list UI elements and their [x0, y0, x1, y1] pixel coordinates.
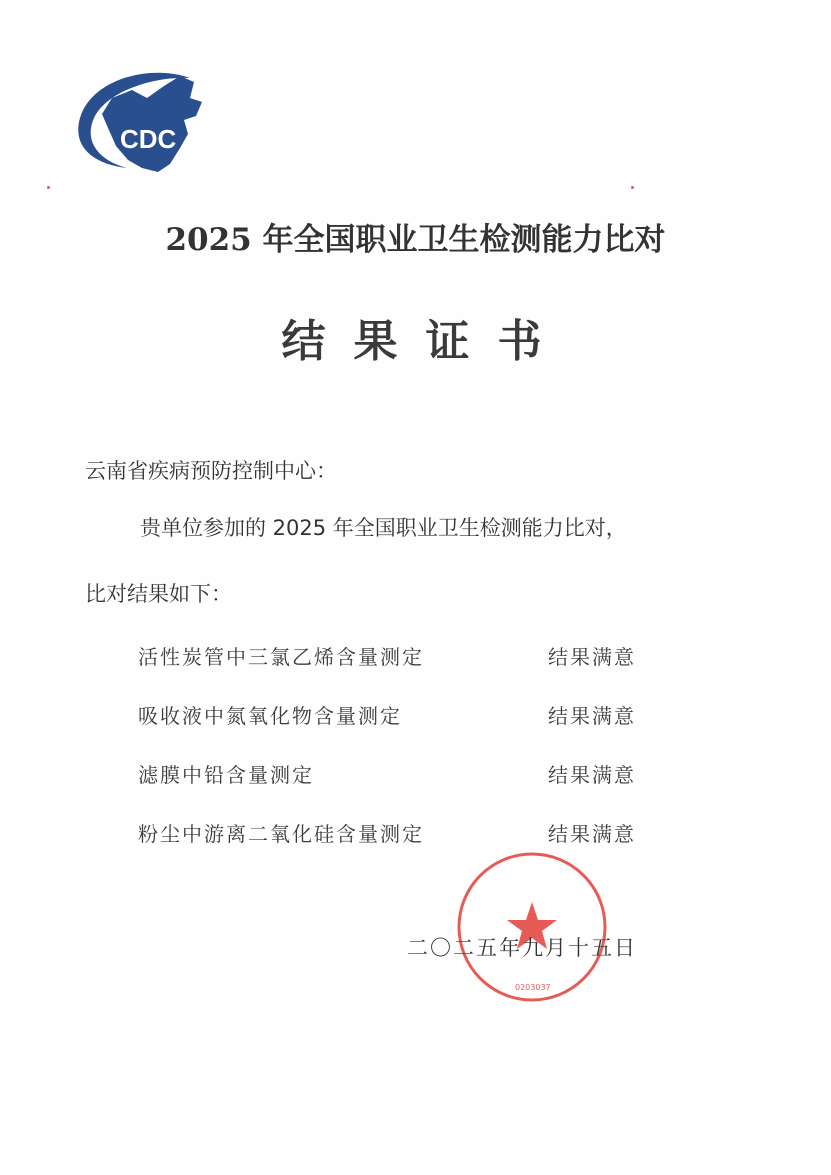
official-seal: [455, 850, 610, 1005]
result-status: 结果满意: [548, 822, 636, 846]
result-item: 滤膜中铅含量测定: [138, 763, 314, 787]
mark-dot: [631, 186, 634, 189]
svg-text:0203037: 0203037: [515, 983, 551, 992]
issue-date: 二〇二五年九月十五日: [407, 936, 637, 960]
svg-text:CDC: CDC: [120, 124, 177, 154]
results-lead: 比对结果如下：: [85, 582, 232, 606]
result-status: 结果满意: [548, 704, 636, 728]
result-item: 粉尘中游离二氧化硅含量测定: [138, 822, 424, 846]
result-status: 结果满意: [548, 763, 636, 787]
result-item: 吸收液中氮氧化物含量测定: [138, 704, 402, 728]
result-item: 活性炭管中三氯乙烯含量测定: [138, 645, 424, 669]
result-status: 结果满意: [548, 645, 636, 669]
recipient: 云南省疾病预防控制中心：: [85, 459, 337, 483]
mark-dot: [47, 186, 50, 189]
certificate-subtitle: 结果证书: [281, 316, 570, 367]
paragraph: 贵单位参加的 2025 年全国职业卫生检测能力比对，: [140, 516, 627, 540]
certificate-title: 2025 年全国职业卫生检测能力比对: [165, 222, 666, 258]
cdc-logo: [72, 68, 212, 193]
